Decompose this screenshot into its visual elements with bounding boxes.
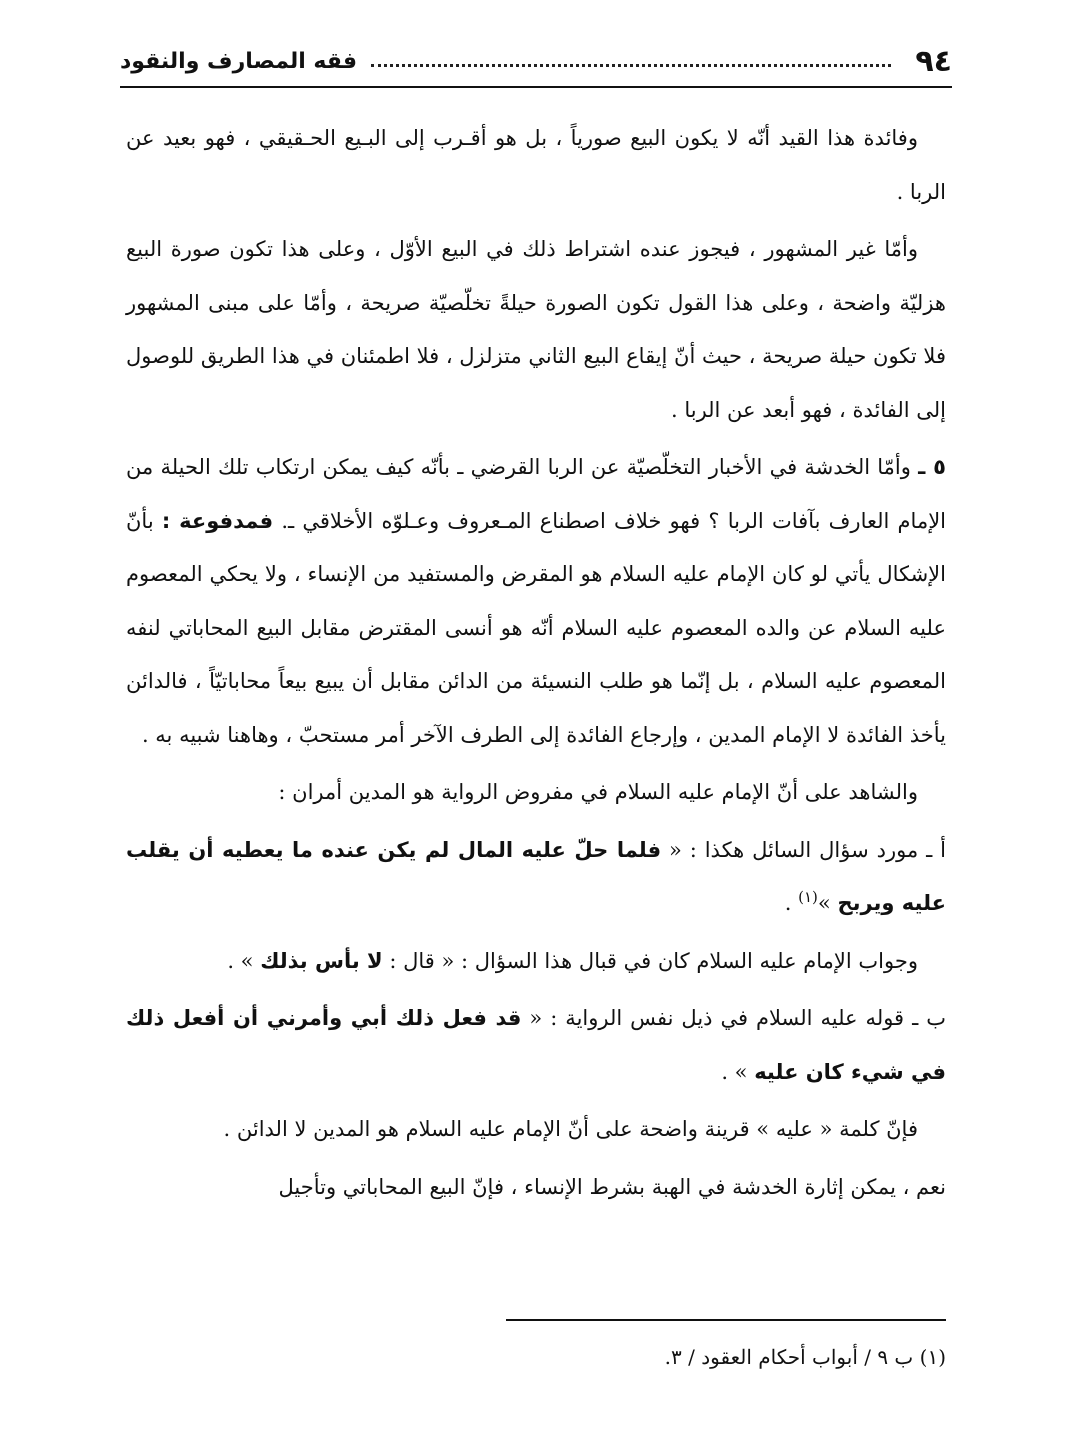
paragraph-6-prefix: وجواب الإمام عليه السلام كان في قبال هذا السؤال : « قال : <box>382 948 918 973</box>
footnote: (١) ب ٩ / أبواب أحكام العقود / ٣. <box>664 1345 946 1369</box>
page-number: ٩٤ <box>915 43 952 79</box>
header-leader-dots <box>371 64 891 67</box>
footnote-rule <box>506 1319 946 1321</box>
paragraph-5-prefix: أ ـ مورد سؤال السائل هكذا : « <box>661 837 946 862</box>
footnote-mark: (١) <box>798 888 818 906</box>
paragraph-2: وأمّا غير المشهور ، فيجوز عنده اشتراط ذلك في البيع الأوّل ، وعلى هذا تكون صورة البيع هزليّة واضحة ، وعلى هذا القول تكون الصورة حيلةً تخلّصيّة صريحة ، وأمّا على مبنى المشهور فلا تكون حيلة صريحة ، حيث أنّ إيقاع البيع الثاني متزلزل ، فلا اطمئنان في هذا الطريق للوصول إلى الفائدة ، فهو أبعد عن الربا . <box>126 237 946 422</box>
quote-3: قد فعل ذلك أبي وأمرني أن أفعل ذلك في شيء كان عليه <box>126 1006 946 1084</box>
paragraph-5 <box>126 824 946 931</box>
paragraph-7 <box>126 992 946 1099</box>
quote-2: لا بأس بذلك <box>260 948 383 973</box>
paragraph-1: وفائدة هذا القيد أنّه لا يكون البيع صورياً ، بل هو أقـرب إلى البـيع الحـقيقي ، فهو بعيد عن الربا . <box>126 126 946 204</box>
paragraph-8: فإنّ كلمة « عليه » قرينة واضحة على أنّ الإمام عليه السلام هو المدين لا الدائن . <box>223 1117 918 1141</box>
paragraph-4: والشاهد على أنّ الإمام عليه السلام في مفروض الرواية هو المدين أمران : <box>278 780 918 804</box>
running-title: فقه المصارف والنقود <box>120 48 357 74</box>
paragraph-3-text-a: وأمّا الخدشة في الأخبار التخلّصيّة عن الربا القرضي ـ بأنّه كيف يمكن ارتكاب تلك الحيلة من الإمام العارف بآفات الربا ؟ فهو خلاف اصطناع المـعروف وعـلوّه الأخلاقي ـ. <box>126 455 947 533</box>
quote-1: فلما حلّ عليه المال لم يكن عنده ما يعطيه أن يقلب عليه ويربح <box>126 837 946 915</box>
paragraph-5-end: . <box>784 891 799 915</box>
paragraph-3-keyword: فمدفوعة : <box>161 508 274 533</box>
page-header <box>120 36 952 86</box>
paragraph-3-text-b: بأنّ الإشكال يأتي لو كان الإمام عليه السلام هو المقرض والمستفيد من الإنساء ، ولا يحكي المعصوم عليه السلام عن والده المعصوم عليه السلام أنّه هو أنسى المقترض مقابل البيع المحاباتي لنفه المعصوم عليه السلام ، بل إنّما هو طلب النسيئة من الدائن مقابل أن يبيع بيعاً محاباتيّاً ، فالدائن يأخذ الفائدة لا الإمام المدين ، وإرجاع الفائدة إلى الطرف الآخر أمر مستحبّ ، وهاهنا شبيه به . <box>126 508 946 747</box>
paragraph-3 <box>126 441 946 762</box>
paragraph-9: نعم ، يمكن إثارة الخدشة في الهبة بشرط الإنساء ، فإنّ البيع المحاباتي وتأجيل <box>278 1174 946 1199</box>
paragraph-7-prefix: ب ـ قوله عليه السلام في ذيل نفس الرواية : « <box>521 1006 946 1030</box>
paragraph-6 <box>126 935 946 989</box>
header-rule <box>120 86 952 88</box>
paragraph-5-suffix: » <box>817 891 838 915</box>
paragraph-6-suffix: » . <box>227 948 261 973</box>
item-number-5: ٥ ـ <box>918 455 946 479</box>
paragraph-7-suffix: » . <box>721 1059 755 1084</box>
main-text <box>126 112 946 1214</box>
